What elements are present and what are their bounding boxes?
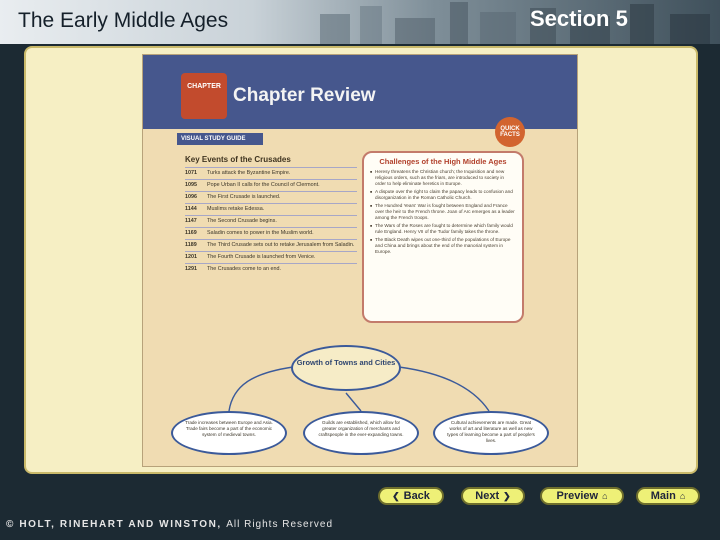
timeline-event: Turks attack the Byzantine Empire. bbox=[207, 170, 291, 176]
timeline-event: The Second Crusade begins. bbox=[207, 218, 277, 224]
list-item: ■ The Wars of the Roses are fought to determine which family would rule England. Henry VII of the Tudor family takes the throne. bbox=[370, 223, 516, 235]
timeline-event: Pope Urban II calls for the Council of Clermont. bbox=[207, 182, 320, 188]
main-button-label: Main bbox=[650, 490, 676, 502]
next-button-label: Next bbox=[475, 490, 500, 502]
copyright-footer bbox=[6, 519, 333, 530]
guilds-oval: Guilds are established, which allow for greater organization of merchants and craftspeople in the ever-expanding towns. bbox=[303, 411, 419, 455]
publisher-text: © HOLT, RINEHART AND WINSTON, bbox=[6, 519, 222, 530]
challenges-list bbox=[370, 169, 516, 255]
visual-study-guide-label: VISUAL STUDY GUIDE bbox=[177, 133, 263, 145]
timeline-year: 1291 bbox=[185, 266, 197, 272]
crusades-timeline bbox=[185, 155, 357, 275]
chapter-tab: CHAPTER bbox=[181, 73, 227, 119]
list-item: ■ A dispute over the right to claim the papacy leads to confusion and disorganization in the Roman Catholic Church. bbox=[370, 189, 516, 201]
trade-oval: Trade increases between Europe and Asia. Trade fairs become a part of the economic system of medieval towns. bbox=[171, 411, 287, 455]
chapter-review-page bbox=[142, 54, 578, 467]
timeline-year: 1169 bbox=[185, 230, 197, 236]
challenges-title: Challenges of the High Middle Ages bbox=[379, 157, 507, 166]
chevron-left-icon: ❮ bbox=[392, 490, 400, 501]
chevron-right-icon: ❯ bbox=[503, 490, 511, 501]
growth-of-towns-oval: Growth of Towns and Cities bbox=[291, 345, 401, 391]
timeline-year: 1071 bbox=[185, 170, 197, 176]
preview-button-label: Preview bbox=[556, 490, 599, 502]
timeline-event: Saladin comes to power in the Muslim world. bbox=[207, 230, 314, 236]
timeline-event: Muslims retake Edessa. bbox=[207, 206, 265, 212]
timeline-row bbox=[185, 263, 357, 275]
home-icon: ⌂ bbox=[679, 491, 686, 501]
list-item: ■ The Hundred Years' War is fought between England and France over the heir to the French throne. Joan of Arc emerges as a leader among the French troops. bbox=[370, 203, 516, 221]
section-label: Section 5 bbox=[530, 6, 628, 31]
rights-text: All Rights Reserved bbox=[226, 519, 334, 530]
timeline-row bbox=[185, 191, 357, 203]
timeline-row bbox=[185, 203, 357, 215]
timeline-event: The Third Crusade sets out to retake Jerusalem from Saladin. bbox=[207, 242, 355, 248]
home-icon: ⌂ bbox=[602, 491, 608, 501]
timeline-year: 1144 bbox=[185, 206, 197, 212]
timeline-row bbox=[185, 251, 357, 263]
timeline-row bbox=[185, 167, 357, 179]
main-button[interactable] bbox=[636, 487, 700, 505]
timeline-row bbox=[185, 227, 357, 239]
culture-oval: Cultural achievements are made. Great works of art and literature as well as new types of learning become a part of people's lives. bbox=[433, 411, 549, 455]
timeline-year: 1201 bbox=[185, 254, 197, 260]
preview-button[interactable] bbox=[540, 487, 624, 505]
timeline-event: The First Crusade is launched. bbox=[207, 194, 281, 200]
timeline-row bbox=[185, 239, 357, 251]
quick-facts-badge: QUICK FACTS bbox=[495, 117, 525, 147]
timeline-row bbox=[185, 215, 357, 227]
presentation-title: The Early Middle Ages bbox=[18, 9, 229, 32]
timeline-year: 1189 bbox=[185, 242, 197, 248]
timeline-year: 1096 bbox=[185, 194, 197, 200]
timeline-event: The Crusades come to an end. bbox=[207, 266, 282, 272]
challenges-box bbox=[362, 151, 524, 323]
timeline-year: 1147 bbox=[185, 218, 197, 224]
page-heading: Chapter Review bbox=[233, 85, 376, 106]
title-bar bbox=[0, 0, 720, 44]
timeline-year: 1095 bbox=[185, 182, 197, 188]
timeline-row bbox=[185, 179, 357, 191]
skyline-graphic bbox=[300, 0, 720, 44]
back-button-label: Back bbox=[403, 490, 430, 502]
list-item: ■ Heresy threatens the Christian church; the Inquisition and new religious orders, such as the friars, are introduced to society in order to help eliminate heretics in Europe. bbox=[370, 169, 516, 187]
list-item: ■ The Black Death wipes out one-third of the populations of Europe and China and brings about the end of the manorial system in Europe. bbox=[370, 237, 516, 255]
timeline-event: The Fourth Crusade is launched from Venice. bbox=[207, 254, 316, 260]
back-button[interactable] bbox=[378, 487, 444, 505]
next-button[interactable] bbox=[461, 487, 525, 505]
timeline-title: Key Events of the Crusades bbox=[185, 155, 291, 164]
